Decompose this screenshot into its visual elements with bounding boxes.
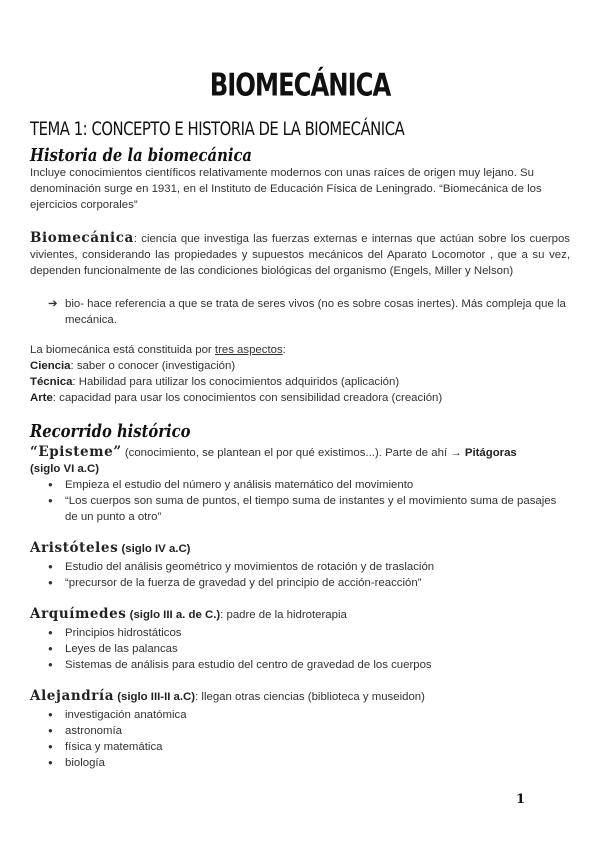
arquimedes-term: Arquímedes	[30, 606, 127, 622]
aspect-text: : saber o conocer (investigación)	[70, 360, 236, 372]
arquimedes-text: : padre de la hidroterapia	[220, 609, 347, 621]
list-item: ● física y matemática	[48, 739, 570, 755]
list-item: ● Estudio del análisis geométrico y movimientos de rotación y de traslación	[48, 559, 570, 575]
episteme-bullets	[48, 477, 570, 525]
alejandria-heading	[30, 688, 570, 705]
aspects-intro	[30, 342, 570, 358]
section-heading-historia: Historia de la biomecánica	[30, 145, 253, 166]
aspect-ciencia	[30, 358, 570, 374]
aristoteles-century: (siglo IV a.C)	[118, 543, 191, 555]
episteme-paragraph	[30, 444, 570, 461]
alejandria-century: (siglo III-II a.C)	[114, 691, 196, 703]
aspects-underlined: tres aspectos	[214, 344, 283, 356]
topic-heading: TEMA 1: CONCEPTO E HISTORIA DE LA BIOMECÁNICA	[30, 118, 405, 140]
pitagoras-label: Pitágoras	[464, 447, 517, 459]
aspects-intro-text: La biomecánica está constituida por	[30, 344, 215, 356]
episteme-century	[30, 461, 570, 477]
aristoteles-heading	[30, 540, 570, 557]
arrow-right-icon: ➔	[48, 298, 58, 310]
episteme-term: “Episteme”	[30, 444, 122, 460]
definition-paragraph	[30, 230, 570, 279]
aspects-colon: :	[282, 344, 286, 356]
list-item: ● investigación anatómica	[48, 707, 570, 723]
page-number: 1	[516, 792, 526, 807]
document-title: BIOMECÁNICA	[209, 67, 391, 104]
list-item: ● Empieza el estudio del número y análisis matemático del movimiento	[48, 477, 570, 493]
list-item: ● Sistemas de análisis para estudio del centro de gravedad de los cuerpos	[48, 657, 570, 673]
intro-paragraph: Incluye conocimientos científicos relativamente modernos con unas raíces de origen muy lejano. Su denominación surge en 1931, en el Instituto de Educación Física de Leningrado. “Biomecánica de los ejercicios corporales”	[30, 167, 542, 211]
aristoteles-term: Aristóteles	[30, 540, 119, 556]
list-item: ● Principios hidrostáticos	[48, 625, 570, 641]
episteme-text: (conocimiento, se plantean el por qué existimos...). Parte de ahí →	[121, 447, 465, 459]
aspect-tecnica	[30, 374, 570, 390]
arquimedes-bullets	[48, 625, 570, 673]
arrow-list-item	[48, 296, 570, 328]
aspect-term: Técnica	[30, 376, 73, 388]
arquimedes-heading	[30, 606, 570, 623]
section-heading-recorrido: Recorrido histórico	[30, 421, 191, 442]
list-item: ● astronomía	[48, 723, 570, 739]
definition-term: Biomecánica	[30, 230, 134, 246]
list-item: ● biología	[48, 755, 570, 771]
arrow-item-text: bio- hace referencia a que se trata de seres vivos (no es sobre cosas inertes). Más compleja que la mecánica.	[65, 298, 566, 326]
list-item: ● “precursor de la fuerza de gravedad y del principio de acción-reacción”	[48, 575, 570, 591]
pitagoras-century: (siglo VI a.C)	[30, 463, 99, 475]
aspect-term: Ciencia	[30, 360, 71, 372]
alejandria-bullets	[48, 707, 570, 771]
aspect-text: : Habilidad para utilizar los conocimientos adquiridos (aplicación)	[72, 376, 400, 388]
arquimedes-century: (siglo III a. de C.)	[126, 609, 221, 621]
aspect-text: : capacidad para usar los conocimientos con sensibilidad creadora (creación)	[52, 392, 443, 404]
aspect-term: Arte	[30, 392, 53, 404]
list-item: ● Leyes de las palancas	[48, 641, 570, 657]
alejandria-term: Alejandría	[30, 688, 115, 704]
list-item: ● “Los cuerpos son suma de puntos, el tiempo suma de instantes y el movimiento suma de pasajes de un punto a otro”	[48, 493, 570, 525]
aspect-arte	[30, 390, 570, 406]
aristoteles-bullets	[48, 559, 570, 591]
alejandria-text: : llegan otras ciencias (biblioteca y museidon)	[195, 691, 425, 703]
definition-text: : ciencia que investiga las fuerzas externas e internas que actúan sobre los cuerpos vivientes, considerando las propiedades y supuestos mecánicos del Aparato Locomotor , que a su vez, dependen funcionalmente de las condiciones biológicas del organismo (Engels, Miller y Nelson)	[30, 233, 570, 277]
